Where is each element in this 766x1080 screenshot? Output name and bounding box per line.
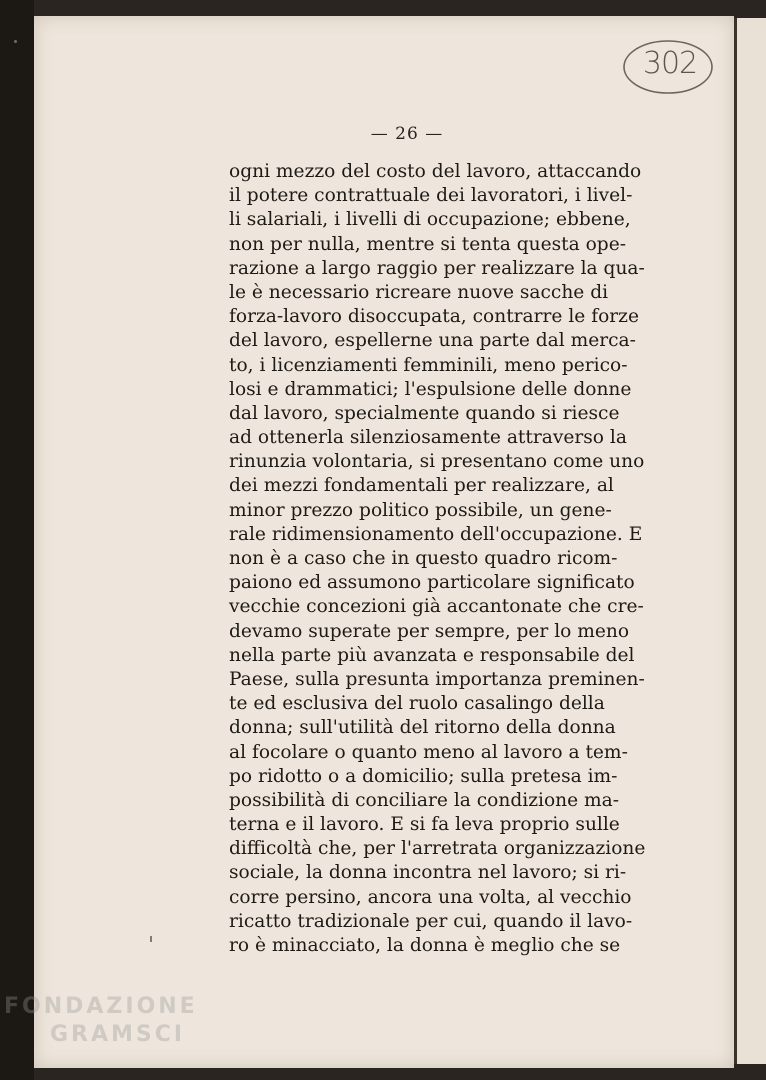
text-line: devamo superate per sempre, per lo meno [229, 620, 630, 642]
text-line: to, i licenziamenti femminili, meno perico- [229, 354, 628, 376]
text-line: te ed esclusiva del ruolo casalingo della [229, 693, 605, 715]
text-line: nella parte più avanzata e responsabile del [229, 644, 635, 666]
text-line: razione a largo raggio per realizzare la qua- [229, 257, 645, 279]
text-line: ricatto tradizionale per cui, quando il lavo- [229, 910, 633, 932]
text-line: possibilità di conciliare la condizione ma- [229, 789, 620, 811]
paper-speck [150, 936, 152, 942]
text-line: rinunzia volontaria, si presentano come uno [229, 451, 645, 473]
text-line: donna; sull'utilità del ritorno della donna [229, 717, 616, 739]
text-line: del lavoro, espellerne una parte dal merca- [229, 330, 636, 352]
text-line: ad ottenerla silenziosamente attraverso la [229, 427, 627, 449]
text-line: vecchie concezioni già accantonate che cre- [229, 596, 644, 618]
text-line: difficoltà che, per l'arretrata organizzazione [229, 838, 646, 860]
text-line: po ridotto o a domicilio; sulla pretesa im- [229, 765, 618, 787]
archive-number-stamp [620, 36, 716, 98]
body-text [229, 160, 646, 958]
page-number: — 26 — [370, 124, 444, 144]
watermark [4, 990, 204, 1070]
text-line: li salariali, i livelli di occupazione; ebbene, [229, 209, 631, 231]
text-line: ogni mezzo del costo del lavoro, attaccando [229, 161, 642, 182]
text-line: sociale, la donna incontra nel lavoro; si ri- [229, 862, 627, 884]
adjacent-page-edge [734, 18, 766, 1064]
binding-mark [14, 40, 17, 43]
text-line: terna e il lavoro. E si fa leva proprio sulle [229, 814, 620, 836]
text-line: corre persino, ancora una volta, al vecchio [229, 886, 632, 908]
text-line: minor prezzo politico possibile, un gene- [229, 499, 612, 521]
text-line: ro è minacciato, la donna è meglio che se [229, 935, 621, 956]
text-line: rale ridimensionamento dell'occupazione. E [229, 523, 643, 545]
text-line: non per nulla, mentre si tenta questa ope- [229, 233, 626, 255]
text-line: forza-lavoro disoccupata, contrarre le forze [229, 306, 639, 328]
watermark-line-1: FONDAZIONE [4, 994, 198, 1019]
text-line: losi e drammatici; l'espulsione delle donne [229, 378, 632, 400]
text-line: Paese, sulla presunta importanza preminen- [229, 668, 645, 690]
text-line: paiono ed assumono particolare significato [229, 572, 635, 594]
text-line: il potere contrattuale dei lavoratori, i livel- [229, 185, 633, 207]
stamp-number: 302 [642, 46, 698, 81]
text-line: non è a caso che in questo quadro ricom- [229, 548, 618, 569]
text-line: al focolare o quanto meno al lavoro a tem- [229, 741, 628, 763]
left-margin-dark [0, 0, 34, 1080]
text-line: le è necessario ricreare nuove sacche di [229, 281, 609, 303]
text-line: dal lavoro, specialmente quando si riesce [229, 402, 620, 424]
watermark-line-2: GRAMSCI [50, 1022, 186, 1047]
text-line: dei mezzi fondamentali per realizzare, al [229, 475, 614, 497]
